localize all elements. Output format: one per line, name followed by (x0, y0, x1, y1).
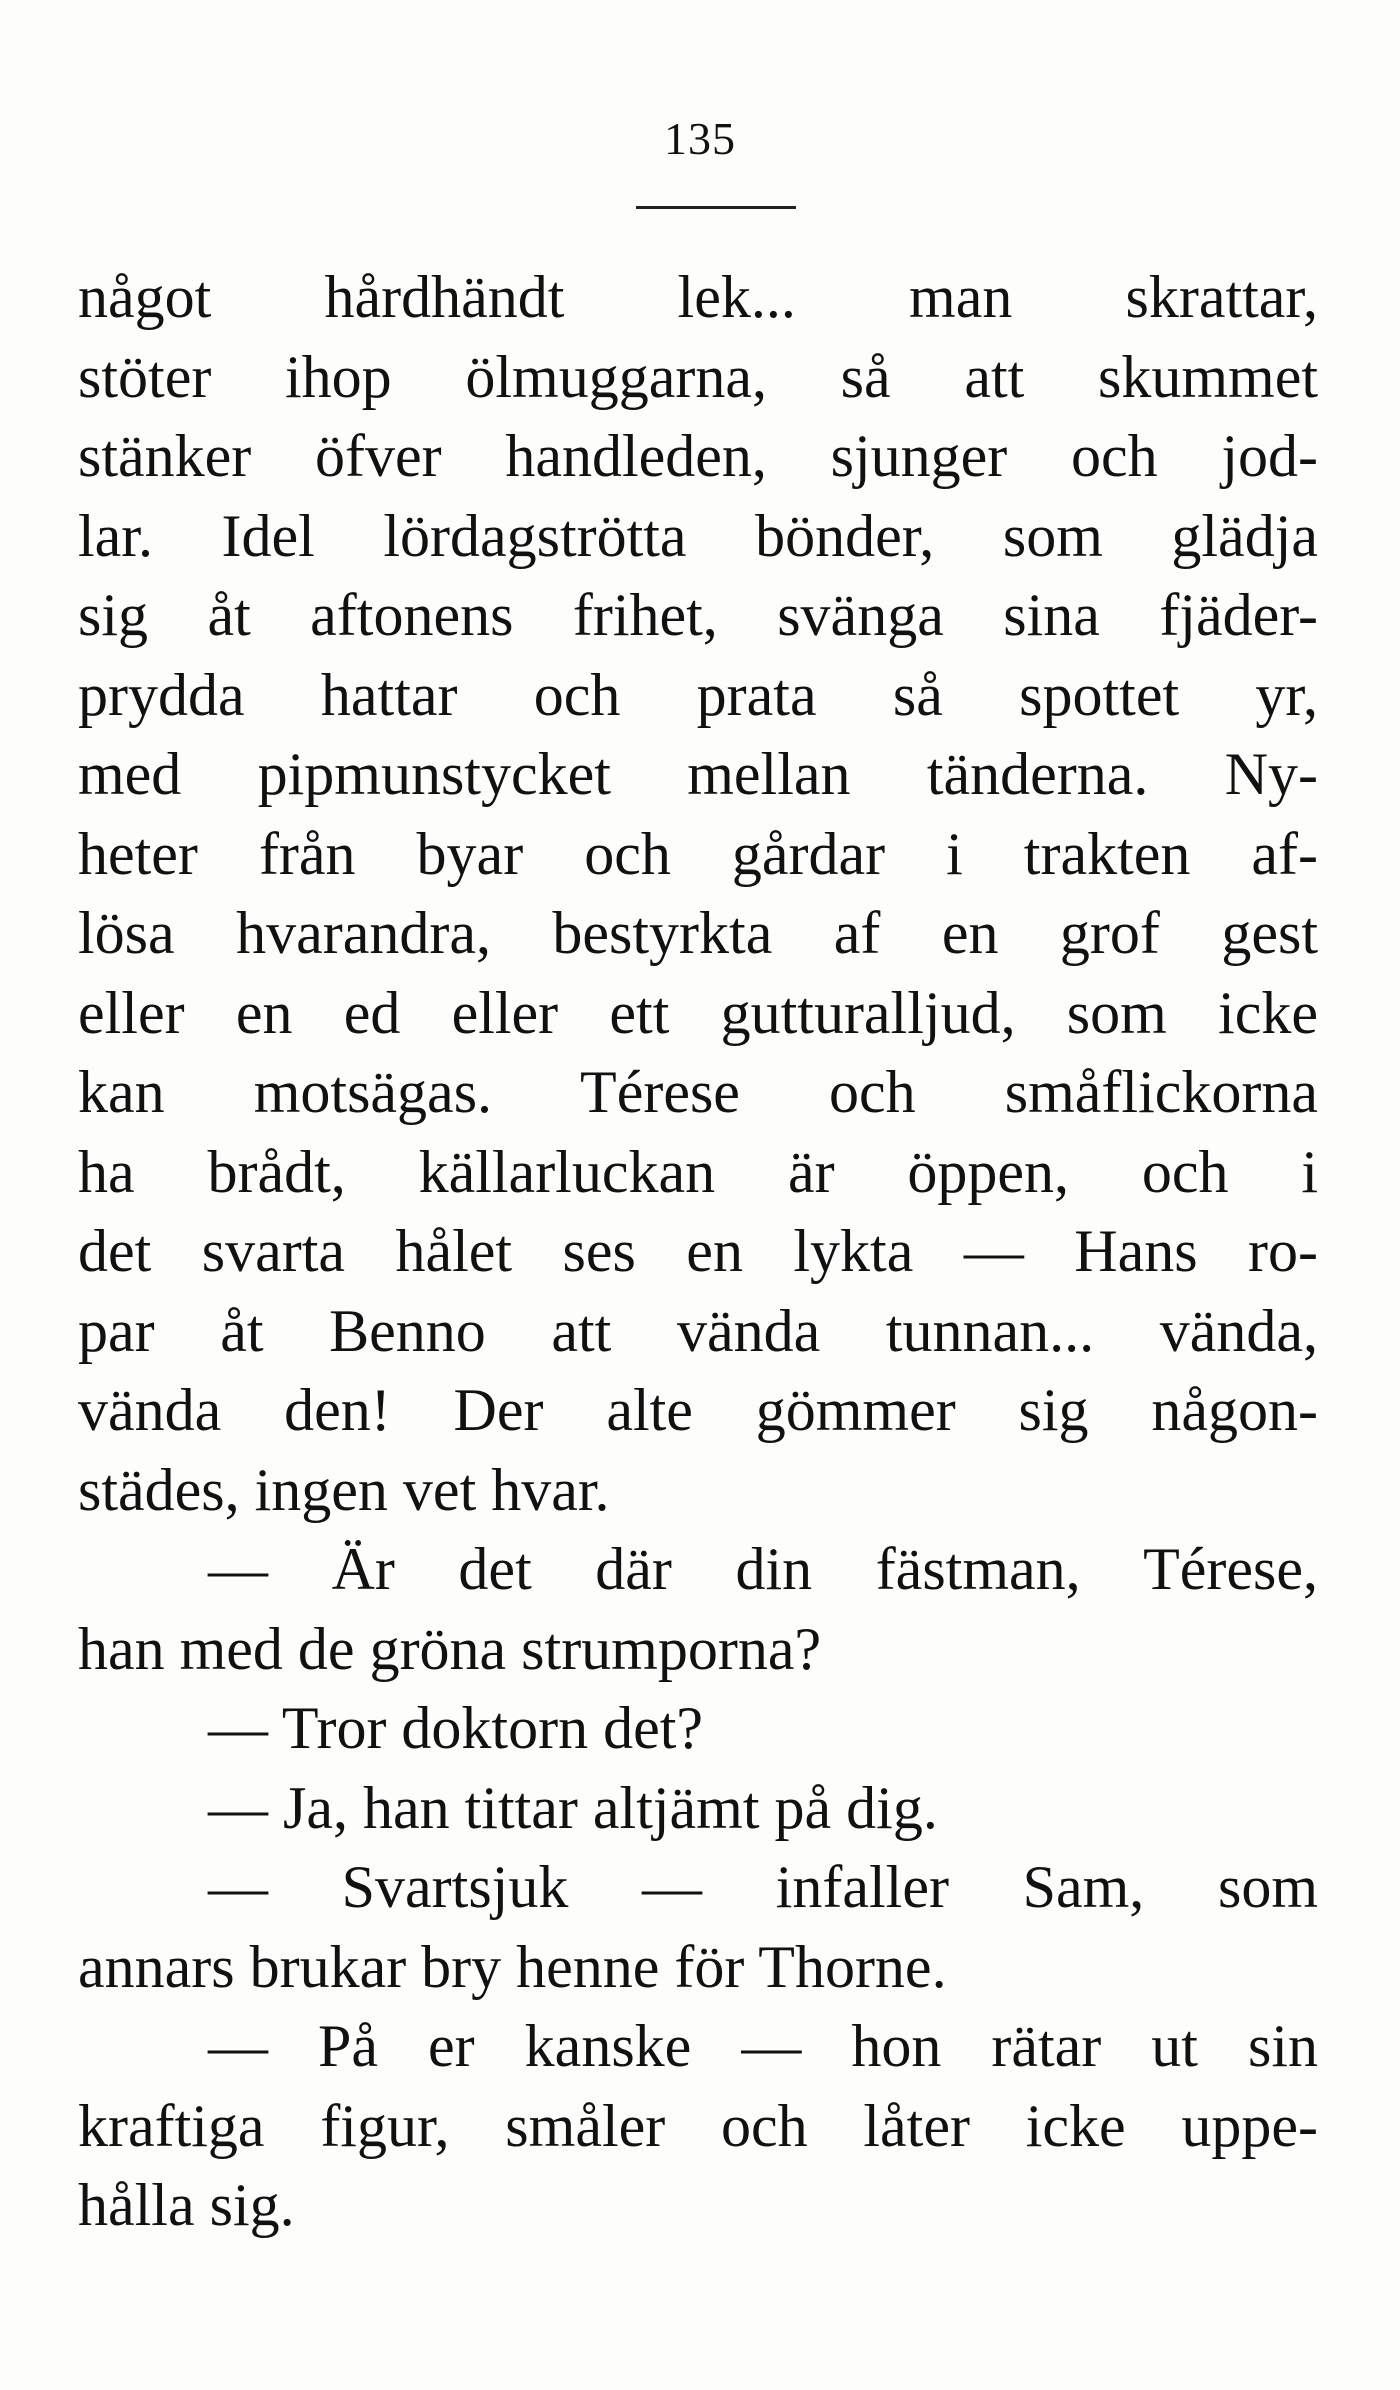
dialogue-line: — Svartsjuk — infaller Sam, som (208, 1854, 1318, 1920)
text-line: lar. Idel lördagströtta bönder, som glädja (78, 502, 1318, 569)
body-text (78, 258, 1318, 2246)
header-rule (636, 206, 796, 209)
dialogue-line: — Är det där din fästman, Térese, (208, 1536, 1318, 1602)
text-line: hålla sig. (78, 2172, 295, 2238)
text-line: kraftiga figur, småler och låter icke uppe- (78, 2092, 1318, 2159)
text-line: eller en ed eller ett gutturalljud, som icke (78, 979, 1318, 1046)
dialogue-line: — Tror doktorn det? (208, 1695, 703, 1761)
text-line: lösa hvarandra, bestyrkta af en grof gest (78, 900, 1318, 966)
page-number: 135 (664, 113, 736, 164)
text-line: städes, ingen vet hvar. (78, 1456, 610, 1523)
text-line: prydda hattar och prata så spottet yr, (78, 661, 1318, 728)
text-line: det svarta hålet ses en lykta — Hans ro- (78, 1218, 1318, 1284)
text-line: stöter ihop ölmuggarna, så att skummet (78, 343, 1318, 410)
text-line: något hårdhändt lek... man skrattar, (78, 264, 1318, 330)
text-line: stänker öfver handleden, sjunger och jod- (78, 423, 1318, 489)
dialogue-line: — På er kanske — hon rätar ut sin (208, 2013, 1318, 2079)
text-line: annars brukar bry henne för Thorne. (78, 1933, 947, 2000)
text-line: ha brådt, källarluckan är öppen, och i (78, 1138, 1318, 1205)
text-line: med pipmunstycket mellan tänderna. Ny- (78, 741, 1318, 807)
text-line: par åt Benno att vända tunnan... vända, (78, 1297, 1318, 1364)
dialogue-line: — Ja, han tittar altjämt på dig. (208, 1774, 938, 1841)
text-line: han med de gröna strumporna? (78, 1615, 822, 1682)
text-line: heter från byar och gårdar i trakten af- (78, 820, 1318, 887)
text-line: vända den! Der alte gömmer sig någon- (78, 1377, 1318, 1443)
text-line: sig åt aftonens frihet, svänga sina fjäder- (78, 582, 1318, 648)
text-line: kan motsägas. Térese och småflickorna (78, 1059, 1318, 1125)
